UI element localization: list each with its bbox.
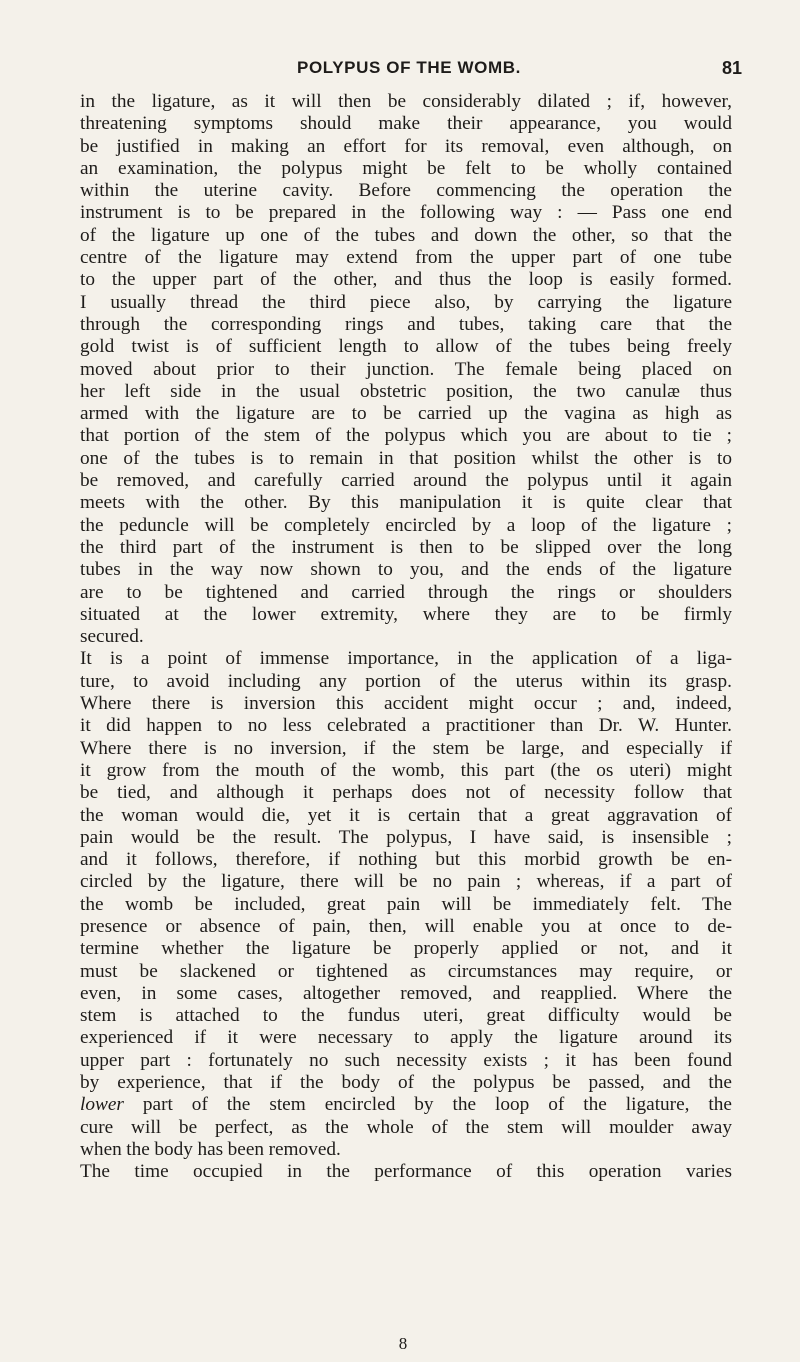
text-line: meets with the other. By this manipulation it is quite clear that	[80, 492, 732, 514]
italic-word: lower	[80, 1094, 124, 1116]
text-line: be justified in making an effort for its removal, even although, on	[80, 135, 732, 157]
text-line: are to be tightened and carried through the rings or shoulders	[80, 581, 732, 603]
text-line: upper part : fortunately no such necessity exists ; it has been found	[80, 1049, 732, 1071]
paragraph-end-line: when the body has been removed.	[80, 1138, 341, 1160]
text-line: armed with the ligature are to be carried up the vagina as high as	[80, 403, 732, 425]
text-line: circled by the ligature, there will be no pain ; whereas, if a part of	[80, 871, 732, 893]
text-line: it did happen to no less celebrated a practitioner than Dr. W. Hunter.	[80, 715, 732, 737]
running-title: POLYPUS OF THE WOMB.	[297, 58, 521, 77]
text-line: and it follows, therefore, if nothing but this morbid growth be en-	[80, 849, 732, 871]
text-line: of the ligature up one of the tubes and down the other, so that the	[80, 224, 732, 246]
text-line: within the uterine cavity. Before commencing the operation the	[80, 180, 732, 202]
text-line: the third part of the instrument is then to be slipped over the long	[80, 536, 732, 558]
text-line: the womb be included, great pain will be immediately felt. The	[80, 893, 732, 915]
signature-mark: 8	[398, 1334, 408, 1353]
text-line: must be slackened or tightened as circumstances may require, or	[80, 960, 732, 982]
text-line: be removed, and carefully carried around the polypus until it again	[80, 470, 732, 492]
text-line: ture, to avoid including any portion of the uterus within its grasp.	[80, 670, 732, 692]
text-line: even, in some cases, altogether removed, and reapplied. Where the	[80, 982, 732, 1004]
text-line: that portion of the stem of the polypus which you are about to tie ;	[80, 425, 732, 447]
text-line: to the upper part of the other, and thus the loop is easily formed.	[80, 269, 732, 291]
text-line: her left side in the usual obstetric position, the two canulæ thus	[80, 380, 732, 402]
text-line: Where there is no inversion, if the stem be large, and especially if	[80, 737, 732, 759]
text-line: one of the tubes is to remain in that position whilst the other is to	[80, 447, 732, 469]
paragraph-end-line: secured.	[80, 626, 144, 648]
text-line: The time occupied in the performance of this operation varies	[80, 1161, 732, 1183]
text-line: an examination, the polypus might be felt to be wholly contained	[80, 157, 732, 179]
text-line: situated at the lower extremity, where they are to be firmly	[80, 603, 732, 625]
text-line: it grow from the mouth of the womb, this part (the os uteri) might	[80, 759, 732, 781]
text-line: be tied, and although it perhaps does not of necessity follow that	[80, 782, 732, 804]
text-line-italic-lower: lower part of the stem encircled by the loop of the ligature, the	[80, 1094, 732, 1116]
text-line: the woman would die, yet it is certain that a great aggravation of	[80, 804, 732, 826]
text-line: It is a point of immense importance, in the application of a liga-	[80, 648, 732, 670]
text-line: in the ligature, as it will then be considerably dilated ; if, however,	[80, 91, 732, 112]
text-line: centre of the ligature may extend from the upper part of one tube	[80, 247, 732, 269]
text-line: tubes in the way now shown to you, and the ends of the ligature	[80, 559, 732, 581]
body-text	[80, 91, 732, 1184]
text-line: by experience, that if the body of the polypus be passed, and the	[80, 1072, 732, 1094]
text-line: threatening symptoms should make their appearance, you would	[80, 113, 732, 135]
text-line: the peduncle will be completely encircled by a loop of the ligature ;	[80, 514, 732, 536]
text-line: instrument is to be prepared in the following way : — Pass one end	[80, 202, 732, 224]
running-head	[0, 58, 800, 82]
text-line: stem is attached to the fundus uteri, great difficulty would be	[80, 1005, 732, 1027]
text-line: termine whether the ligature be properly applied or not, and it	[80, 938, 732, 960]
text-line: Where there is inversion this accident might occur ; and, indeed,	[80, 693, 732, 715]
text-line: I usually thread the third piece also, by carrying the ligature	[80, 291, 732, 313]
text-line: cure will be perfect, as the whole of the stem will moulder away	[80, 1116, 732, 1138]
text-line: pain would be the result. The polypus, I have said, is insensible ;	[80, 826, 732, 848]
text-line: through the corresponding rings and tubes, taking care that the	[80, 313, 732, 335]
text-line: presence or absence of pain, then, will enable you at once to de-	[80, 915, 732, 937]
text-line: experienced if it were necessary to apply the ligature around its	[80, 1027, 732, 1049]
page-number: 81	[721, 58, 742, 78]
text-line: moved about prior to their junction. The female being placed on	[80, 358, 732, 380]
text-line: gold twist is of sufficient length to allow of the tubes being freely	[80, 336, 732, 358]
